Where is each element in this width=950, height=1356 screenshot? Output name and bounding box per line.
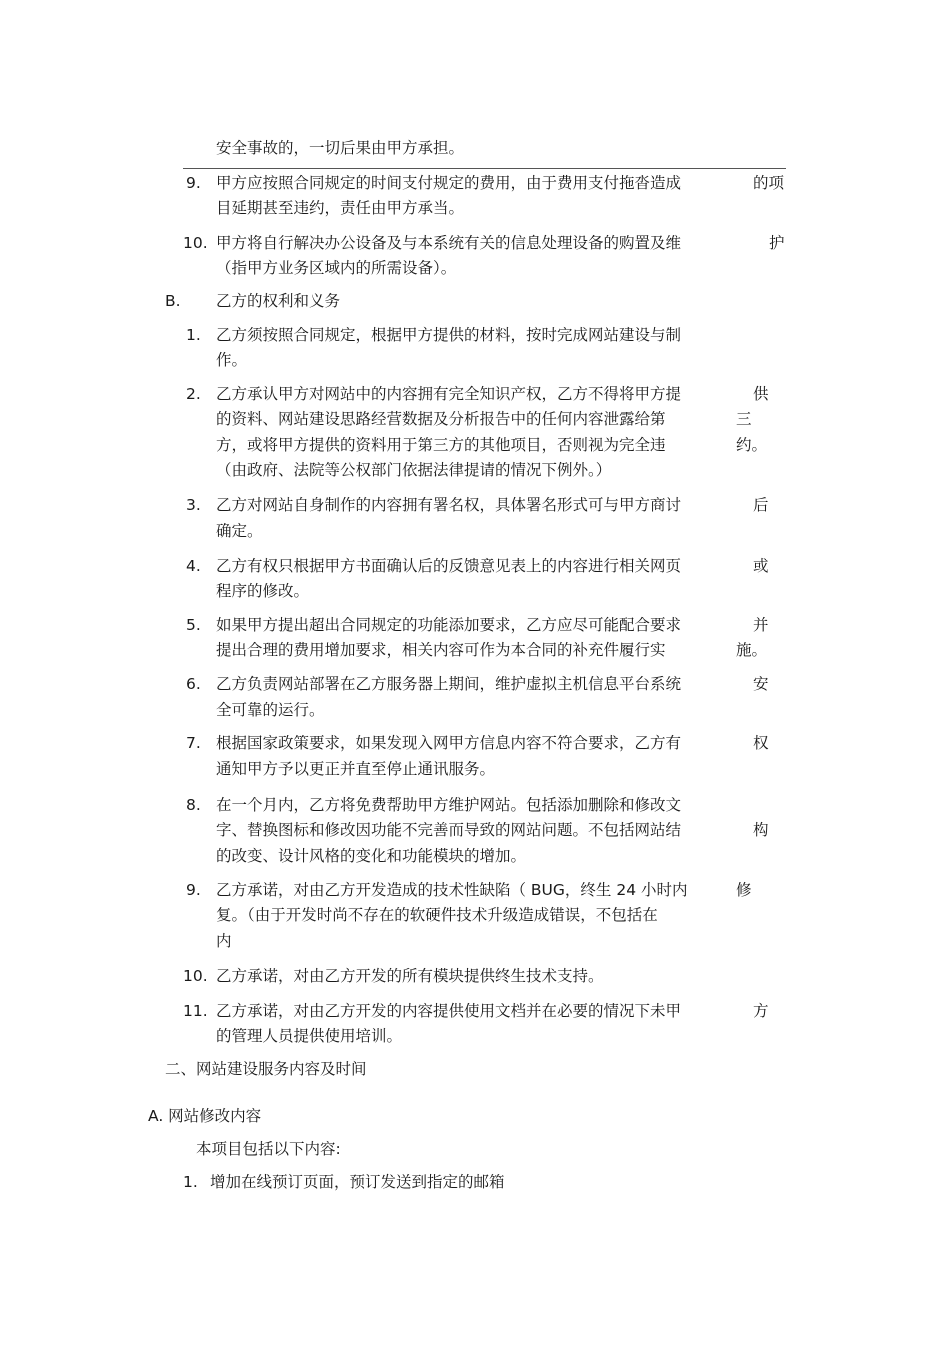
list-item-line: 提出合理的费用增加要求，相关内容可作为本合同的补充件履行实 — [216, 641, 666, 659]
list-item-right-fragment: 安 — [753, 675, 769, 693]
section-title: 二、网站建设服务内容及时间 — [165, 1060, 367, 1078]
list-item-line: 复。（由于开发时尚不存在的软硬件技术升级造成错误，不包括在 — [216, 906, 658, 924]
list-item-line: 乙方承诺，对由乙方开发的内容提供使用文档并在必要的情况下未甲 — [216, 1002, 682, 1020]
list-item-line: 的资料、网站建设思路经营数据及分析报告中的任何内容泄露给第 — [216, 410, 666, 428]
list-number: 4. — [186, 557, 201, 575]
list-item-right-fragment: 方 — [753, 1002, 769, 1020]
list-number: 1. — [183, 1173, 198, 1191]
list-item-right-fragment: 约。 — [736, 436, 768, 454]
list-number: 2. — [186, 385, 201, 403]
list-item-line: 全可靠的运行。 — [216, 701, 325, 719]
list-item-line: 如果甲方提出超出合同规定的功能添加要求，乙方应尽可能配合要求 — [216, 616, 682, 634]
section-title: 乙方的权利和义务 — [216, 292, 341, 310]
list-number: 10. — [183, 967, 208, 985]
list-item-line: 在一个月内，乙方将免费帮助甲方维护网站。包括添加删除和修改文 — [216, 796, 682, 814]
list-number: 3. — [186, 496, 201, 514]
list-item-line: 乙方对网站自身制作的内容拥有署名权，具体署名形式可与甲方商讨 — [216, 496, 682, 514]
list-item-line: 的管理人员提供使用培训。 — [216, 1027, 403, 1045]
list-item-right-fragment: 后 — [753, 496, 769, 514]
list-item-line: 确定。 — [216, 522, 263, 540]
list-item-line: 乙方有权只根据甲方书面确认后的反馈意见表上的内容进行相关网页 — [216, 557, 682, 575]
list-item-line: 方，或将甲方提供的资料用于第三方的其他项目，否则视为完全违 — [216, 436, 666, 454]
list-number: 6. — [186, 675, 201, 693]
list-number: 9. — [186, 881, 201, 899]
list-item-line: （指甲方业务区域内的所需设备）。 — [216, 259, 457, 277]
list-item-line: 乙方承认甲方对网站中的内容拥有完全知识产权，乙方不得将甲方提 — [216, 385, 682, 403]
list-item-line: 根据国家政策要求，如果发现入网甲方信息内容不符合要求，乙方有 — [216, 734, 682, 752]
list-item-line: 字、替换图标和修改因功能不完善而导致的网站问题。不包括网站结 — [216, 821, 682, 839]
list-item-right-fragment: 的项 — [753, 174, 785, 192]
list-item-right-fragment: 并 — [753, 616, 769, 634]
list-number: 11. — [183, 1002, 208, 1020]
divider-line — [183, 168, 786, 169]
list-item-line: 通知甲方予以更正并直至停止通讯服务。 — [216, 760, 496, 778]
list-item-line: 乙方负责网站部署在乙方服务器上期间，维护虚拟主机信息平台系统 — [216, 675, 682, 693]
list-item-right-fragment: 护 — [769, 234, 785, 252]
list-item-line: 甲方将自行解决办公设备及与本系统有关的信息处理设备的购置及维 — [216, 234, 682, 252]
list-number: 8. — [186, 796, 201, 814]
list-number: 1. — [186, 326, 201, 344]
list-number: 7. — [186, 734, 201, 752]
list-item-line: 甲方应按照合同规定的时间支付规定的费用，由于费用支付拖沓造成 — [216, 174, 682, 192]
list-item-right-fragment: 权 — [753, 734, 769, 752]
paragraph-line: 安全事故的，一切后果由甲方承担。 — [216, 139, 465, 157]
list-item-right-fragment: 或 — [753, 557, 769, 575]
list-item-line: （由政府、法院等公权部门依据法律提请的情况下例外。） — [216, 461, 612, 479]
list-item-line: 的改变、设计风格的变化和功能模块的增加。 — [216, 847, 527, 865]
list-item-right-fragment: 修 — [736, 881, 752, 899]
section-letter: B. — [165, 292, 181, 310]
list-item-line: 乙方承诺，对由乙方开发造成的技术性缺陷（ BUG，终生 24 小时内 — [216, 881, 688, 899]
list-item-line: 目延期甚至违约，责任由甲方承当。 — [216, 199, 465, 217]
list-item-right-fragment: 供 — [753, 385, 769, 403]
paragraph-line: 本项目包括以下内容: — [196, 1140, 341, 1158]
list-item-line: 乙方承诺，对由乙方开发的所有模块提供终生技术支持。 — [216, 967, 604, 985]
list-item-line: 作。 — [216, 351, 248, 369]
list-item-right-fragment: 三 — [736, 410, 752, 428]
list-number: 10. — [183, 234, 208, 252]
list-number: 5. — [186, 616, 201, 634]
list-item-line: 增加在线预订页面，预订发送到指定的邮箱 — [210, 1173, 505, 1191]
subsection-title: A. 网站修改内容 — [148, 1107, 262, 1125]
list-item-line: 程序的修改。 — [216, 582, 310, 600]
list-item-right-fragment: 施。 — [736, 641, 768, 659]
list-number: 9. — [186, 174, 201, 192]
list-item-line: 乙方须按照合同规定，根据甲方提供的材料，按时完成网站建设与制 — [216, 326, 682, 344]
list-item-line: 内 — [216, 932, 232, 950]
list-item-right-fragment: 构 — [753, 821, 769, 839]
